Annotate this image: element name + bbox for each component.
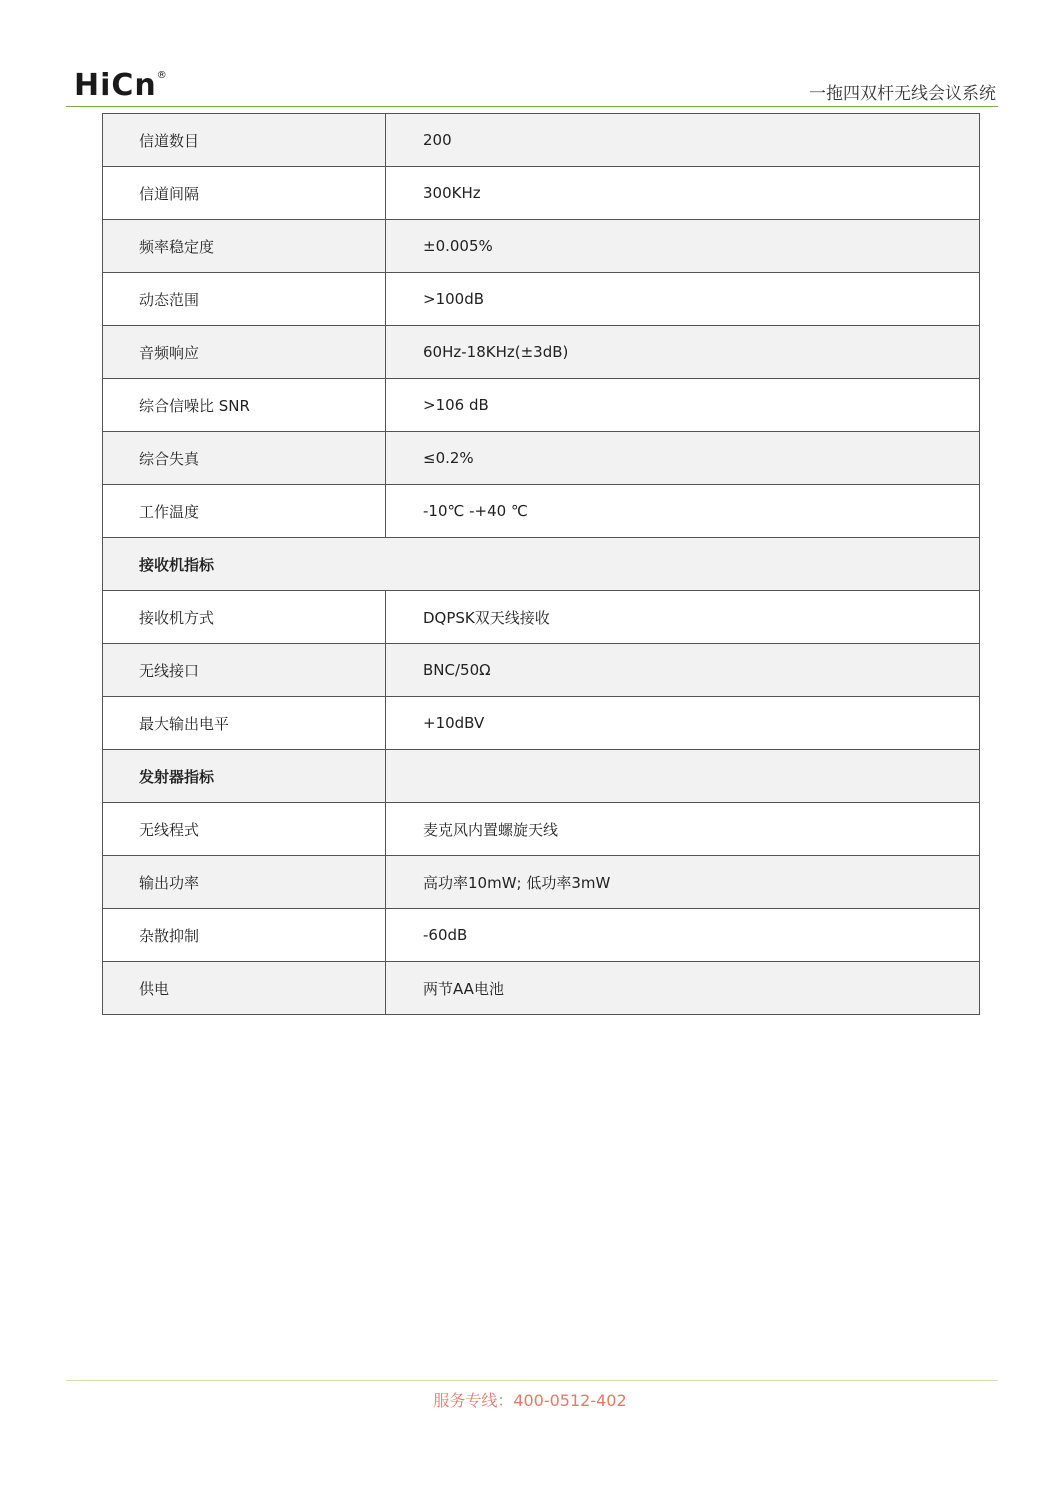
spec-value: +10dBV <box>386 697 980 750</box>
logo-text: HiCn <box>74 68 157 103</box>
table-row <box>103 803 980 856</box>
spec-label: 接收机方式 <box>103 591 386 644</box>
spec-value: ±0.005% <box>386 220 980 273</box>
table-row <box>103 697 980 750</box>
spec-value: -10℃ -+40 ℃ <box>386 485 980 538</box>
brand-logo <box>74 68 168 103</box>
service-hotline: 服务专线：400-0512-402 <box>433 1391 627 1410</box>
spec-label: 供电 <box>103 962 386 1015</box>
spec-value: DQPSK双天线接收 <box>386 591 980 644</box>
spec-label: 工作温度 <box>103 485 386 538</box>
table-row <box>103 591 980 644</box>
spec-value: BNC/50Ω <box>386 644 980 697</box>
spec-value: 300KHz <box>386 167 980 220</box>
spec-value: 高功率10mW; 低功率3mW <box>386 856 980 909</box>
spec-table <box>102 113 980 1015</box>
page-header <box>66 66 998 106</box>
empty-cell <box>386 750 980 803</box>
spec-value: 60Hz-18KHz(±3dB) <box>386 326 980 379</box>
table-row <box>103 326 980 379</box>
section-header-transmitter <box>103 750 980 803</box>
spec-label: 输出功率 <box>103 856 386 909</box>
spec-value: >100dB <box>386 273 980 326</box>
table-row <box>103 485 980 538</box>
spec-label: 频率稳定度 <box>103 220 386 273</box>
table-row <box>103 220 980 273</box>
spec-label: 信道间隔 <box>103 167 386 220</box>
registered-mark: ® <box>156 70 168 81</box>
spec-label: 杂散抑制 <box>103 909 386 962</box>
table-row <box>103 432 980 485</box>
document-title: 一拖四双杆无线会议系统 <box>809 84 996 104</box>
table-row <box>103 379 980 432</box>
spec-label: 最大输出电平 <box>103 697 386 750</box>
table-row <box>103 114 980 167</box>
spec-value: ≤0.2% <box>386 432 980 485</box>
spec-value: >106 dB <box>386 379 980 432</box>
table-row <box>103 856 980 909</box>
table-row <box>103 909 980 962</box>
section-title: 发射器指标 <box>103 750 386 803</box>
spec-label: 综合信噪比 SNR <box>103 379 386 432</box>
spec-value: -60dB <box>386 909 980 962</box>
spec-label: 动态范围 <box>103 273 386 326</box>
table-row <box>103 962 980 1015</box>
spec-label: 无线程式 <box>103 803 386 856</box>
spec-label: 音频响应 <box>103 326 386 379</box>
header-divider <box>66 106 998 107</box>
section-header-receiver <box>103 538 980 591</box>
spec-value: 两节AA电池 <box>386 962 980 1015</box>
spec-label: 信道数目 <box>103 114 386 167</box>
table-row <box>103 167 980 220</box>
spec-label: 无线接口 <box>103 644 386 697</box>
footer-divider <box>66 1380 998 1381</box>
section-title: 接收机指标 <box>103 538 980 591</box>
spec-label: 综合失真 <box>103 432 386 485</box>
table-row <box>103 644 980 697</box>
spec-value: 200 <box>386 114 980 167</box>
spec-value: 麦克风内置螺旋天线 <box>386 803 980 856</box>
table-row <box>103 273 980 326</box>
